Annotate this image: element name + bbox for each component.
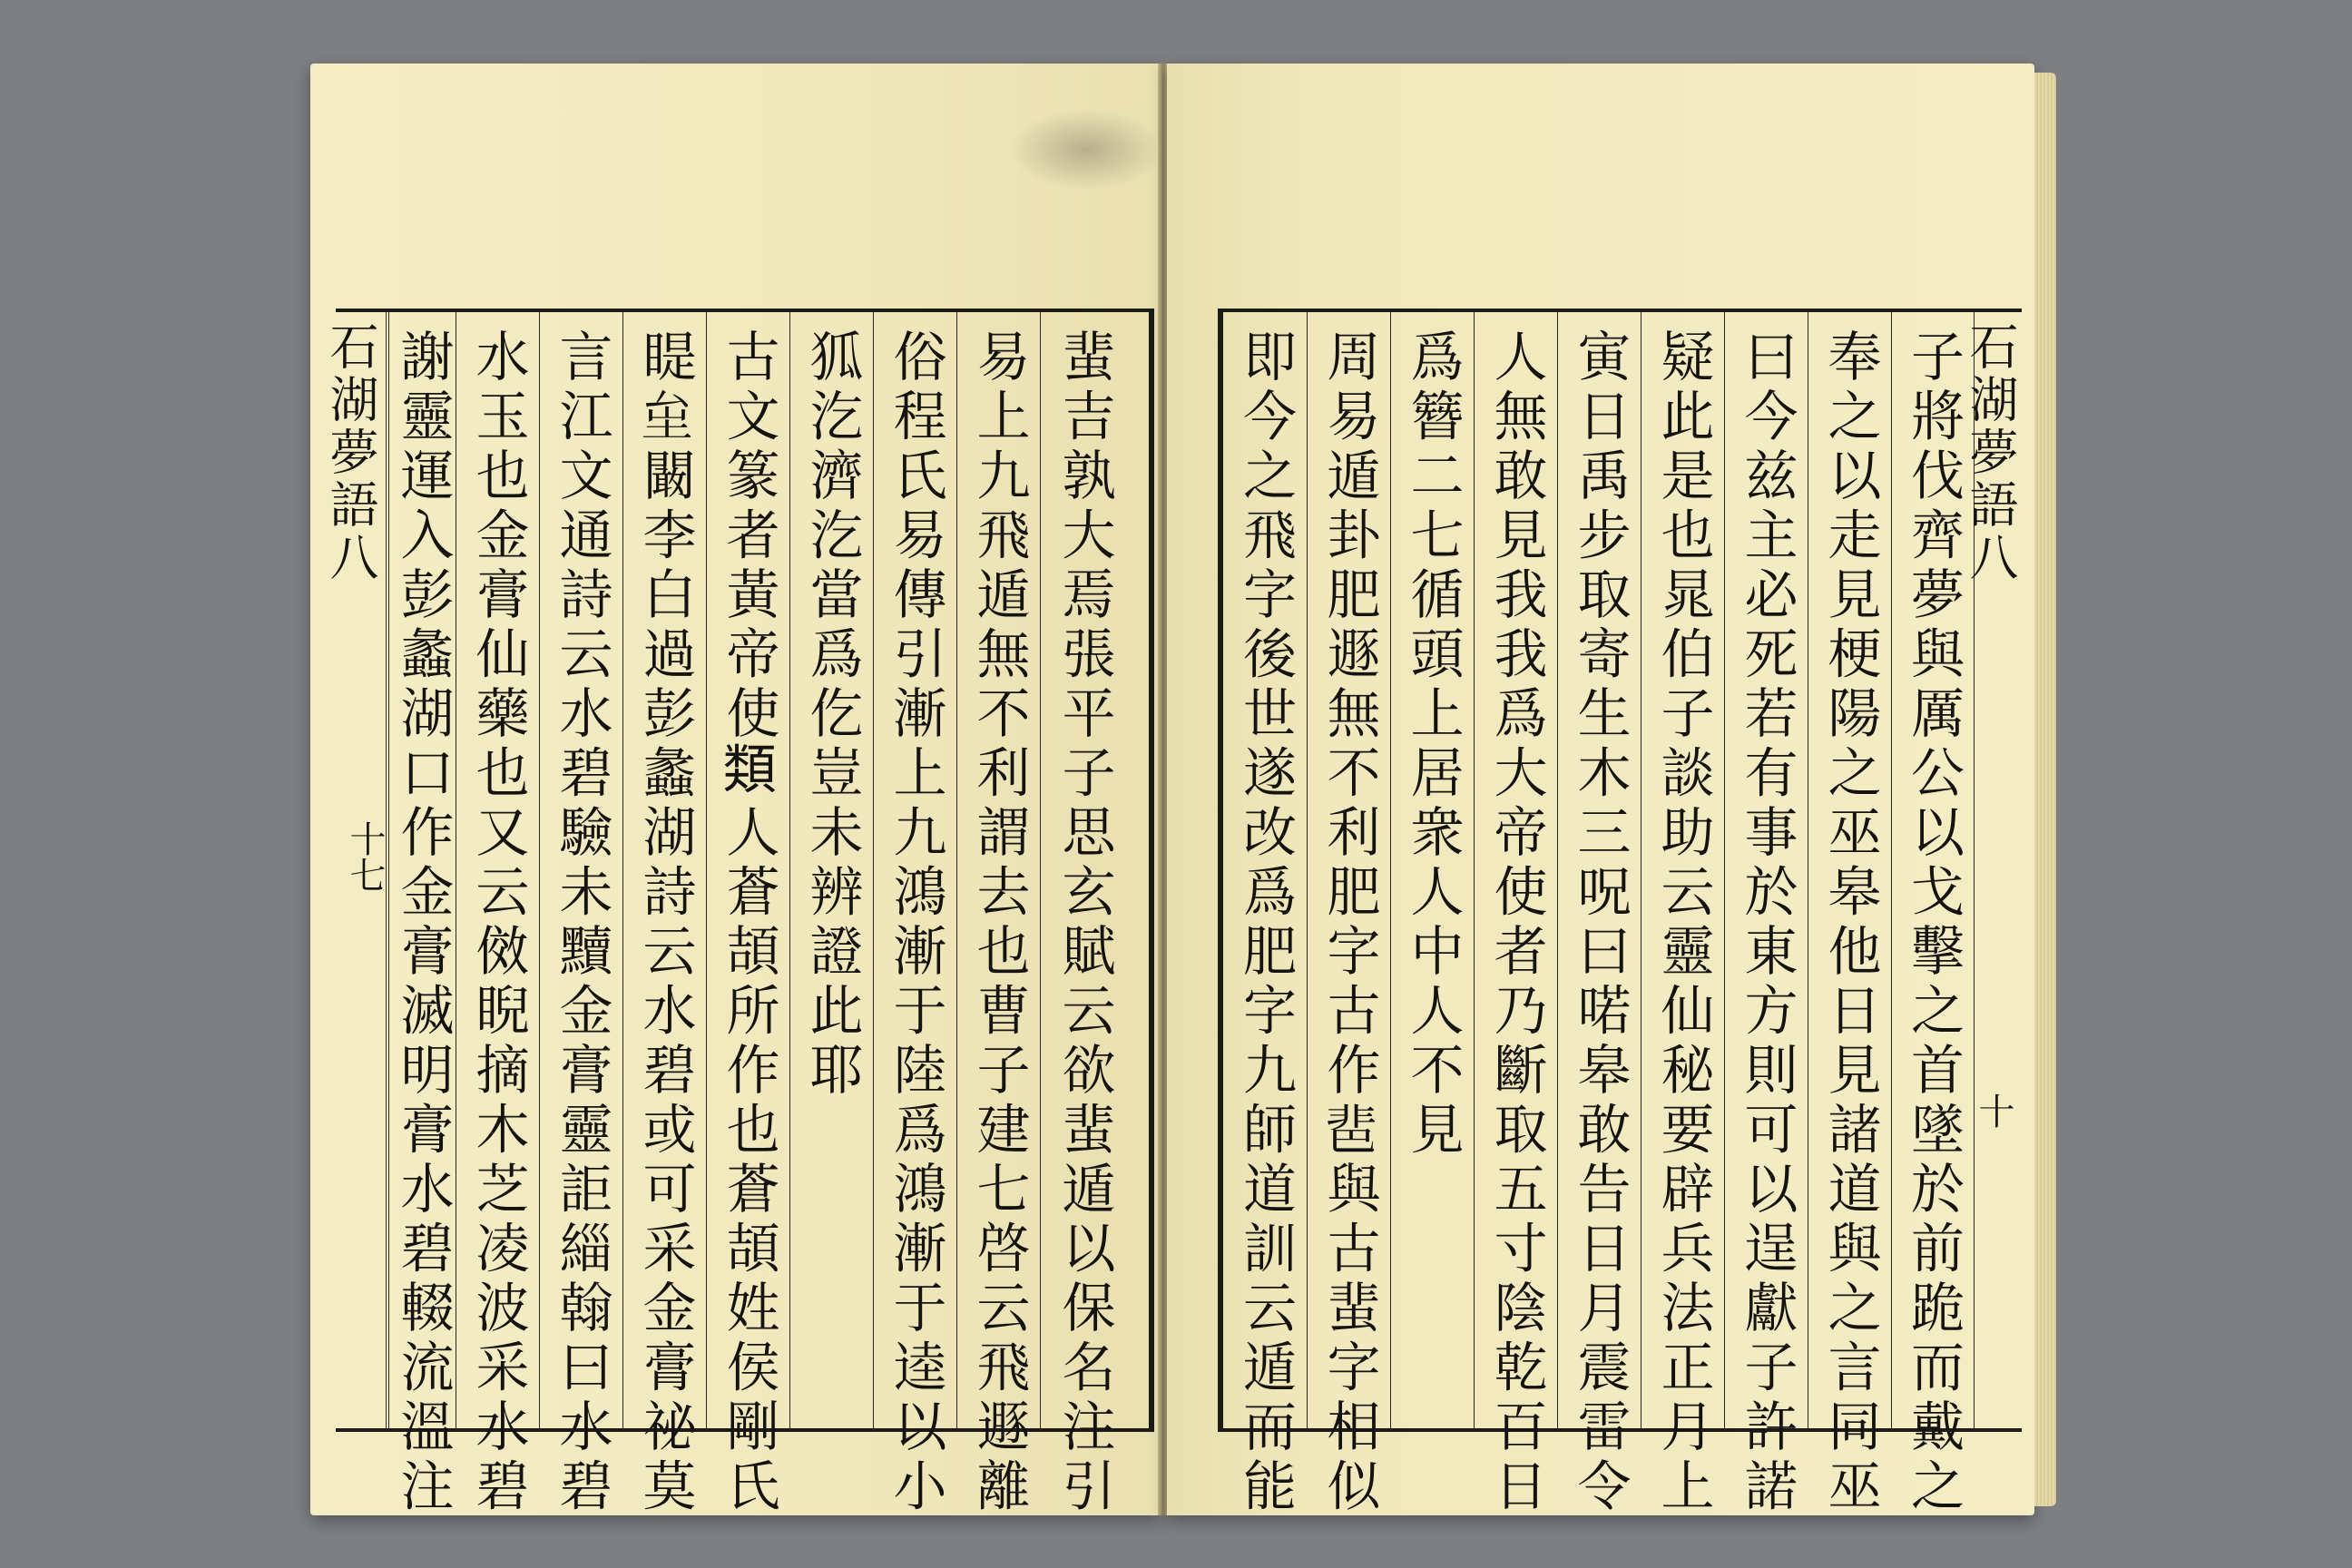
right-text-column-7: 爲簪二七循頭上居衆人中人不見 <box>1390 312 1474 1428</box>
left-text-column-6: 睼𡊏闞李白過彭蠡湖詩云水碧或可采金膏祕莫 <box>622 312 706 1428</box>
right-banxin-title: 石湖夢語 <box>1962 321 2019 532</box>
left-folio-number: 十七 <box>344 820 386 893</box>
page-edges <box>2034 73 2056 1506</box>
left-page <box>310 64 1160 1515</box>
left-text-column-1: 蜚吉孰大焉張平子思玄賦云欲蜚遁以保名注引 <box>1040 312 1127 1428</box>
left-text-column-3: 俗程氏易傳引漸上九鴻漸于陸爲鴻漸于逵以小 <box>873 312 956 1428</box>
right-text-column-9: 即今之飛字後世遂改爲肥字九師道訓云遁而能 <box>1234 328 1297 1517</box>
left-banxin-juan: 八 <box>322 532 379 584</box>
right-text-column-8: 周易遁卦肥遯無不利肥字古作𩇯與古蜚字相似 <box>1307 312 1390 1428</box>
left-text-column-9: 謝靈運入彭蠡湖口作金膏滅明膏水碧輟流溫注 <box>388 312 456 1428</box>
ink-stain <box>1009 109 1163 191</box>
left-banxin-title: 石湖夢語 <box>322 321 379 532</box>
left-text-column-7: 言江文通詩云水碧驗未黷金膏靈詎緇翰曰水碧 <box>539 312 622 1428</box>
right-text-column-6: 人無敢見我我爲大帝使者乃斷取五寸陰乾百日 <box>1474 312 1557 1428</box>
right-text-column-3: 曰今兹主必死若有事於東方則可以逞獻子許諾 <box>1724 312 1808 1428</box>
left-text-column-4: 狐汔濟汔當爲仡豈未辨證此耶 <box>789 312 873 1428</box>
right-text-column-1: 子將伐齊夢與厲公以戈擊之首墜於前跪而戴之 <box>1891 312 1975 1428</box>
open-book <box>289 64 2058 1515</box>
right-text-column-2: 奉之以走見梗陽之巫皋他日見諸道與之言同巫 <box>1808 312 1891 1428</box>
right-banxin-juan: 八 <box>1962 532 2019 584</box>
right-page <box>1167 64 2034 1515</box>
right-folio-number: 十 <box>1973 1093 2014 1129</box>
left-text-frame <box>322 309 1154 1517</box>
left-text-column-8: 水玉也金膏仙藥也又云傚睨摘木芝凌波采水碧 <box>456 312 539 1428</box>
left-text-column-2: 易上九飛遁無不利謂去也曹子建七啓云飛遯離 <box>956 312 1040 1428</box>
right-text-frame <box>1218 309 2022 1517</box>
right-text-column-5: 寅日禹步取寄生木三呪曰喏皋敢告日月震雷令 <box>1557 312 1641 1428</box>
right-page-block-heart <box>1962 312 2025 1428</box>
right-text-column-4: 疑此是也晁伯子談助云靈仙秘要辟兵法正月上 <box>1641 312 1724 1428</box>
left-text-column-5: 古文篆者黃帝使𩔖人蒼頡所作也蒼頡姓侯剛氏 <box>706 312 789 1428</box>
